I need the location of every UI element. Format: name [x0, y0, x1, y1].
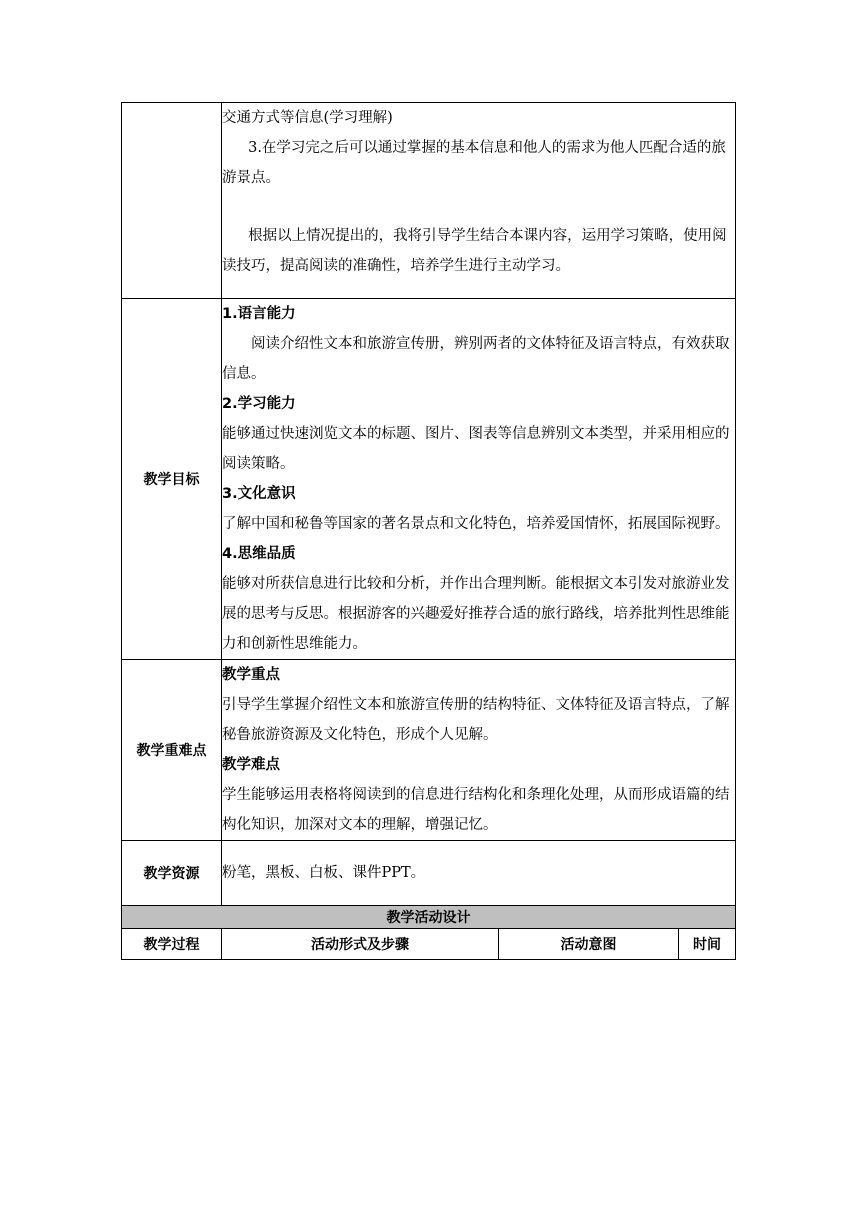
resources-row	[122, 841, 736, 906]
intro-content-cell	[222, 103, 736, 299]
intro-line-2: 3.在学习完之后可以通过掌握的基本信息和他人的需求为他人匹配合适的旅游景点。	[222, 140, 726, 186]
goal-title-2: 2.学习能力	[222, 396, 296, 412]
goals-content-cell	[222, 299, 736, 660]
goal-text-1: 阅读介绍性文本和旅游宣传册，辨别两者的文体特征及语言特点，有效获取信息。	[222, 336, 730, 382]
goal-text-2: 能够通过快速浏览文本的标题、图片、图表等信息辨别文本类型，并采用相应的阅读策略。	[222, 426, 730, 472]
header-process: 教学过程	[122, 929, 222, 960]
focus-text: 引导学生掌握介绍性文本和旅游宣传册的结构特征、文体特征及语言特点，了解秘鲁旅游资源及文化特色，形成个人见解。	[222, 697, 730, 743]
activity-band-title: 教学活动设计	[122, 906, 736, 929]
header-steps: 活动形式及步骤	[222, 929, 499, 960]
resources-text: 粉笔，黑板、白板、课件PPT。	[222, 865, 426, 881]
difficulty-text: 学生能够运用表格将阅读到的信息进行结构化和条理化处理，从而形成语篇的结构化知识，加深对文本的理解，增强记忆。	[222, 787, 730, 833]
goal-title-3: 3.文化意识	[222, 486, 296, 502]
intro-row	[122, 103, 736, 299]
goal-title-1: 1.语言能力	[222, 306, 296, 322]
intro-line-1: 交通方式等信息(学习理解)	[222, 110, 393, 126]
goal-title-4: 4.思维品质	[222, 546, 296, 562]
activity-header-row	[122, 929, 736, 960]
header-time: 时间	[679, 929, 736, 960]
header-intent: 活动意图	[499, 929, 679, 960]
activity-band-row	[122, 906, 736, 929]
resources-content-cell	[222, 841, 736, 906]
lesson-plan-table	[121, 102, 736, 960]
intro-label-cell	[122, 103, 222, 299]
key-points-content-cell	[222, 660, 736, 841]
difficulty-title: 教学难点	[222, 757, 280, 773]
goals-label: 教学目标	[122, 299, 222, 660]
goal-text-3: 了解中国和秘鲁等国家的著名景点和文化特色，培养爱国情怀，拓展国际视野。	[222, 516, 730, 532]
key-points-row	[122, 660, 736, 841]
key-points-label: 教学重难点	[122, 660, 222, 841]
focus-title: 教学重点	[222, 667, 280, 683]
intro-line-3: 根据以上情况提出的，我将引导学生结合本课内容，运用学习策略，使用阅读技巧，提高阅读的准确性，培养学生进行主动学习。	[222, 228, 727, 274]
resources-label: 教学资源	[122, 841, 222, 906]
goal-text-4: 能够对所获信息进行比较和分析，并作出合理判断。能根据文本引发对旅游业发展的思考与反思。根据游客的兴趣爱好推荐合适的旅行路线，培养批判性思维能力和创新性思维能力。	[222, 576, 730, 652]
goals-row	[122, 299, 736, 660]
